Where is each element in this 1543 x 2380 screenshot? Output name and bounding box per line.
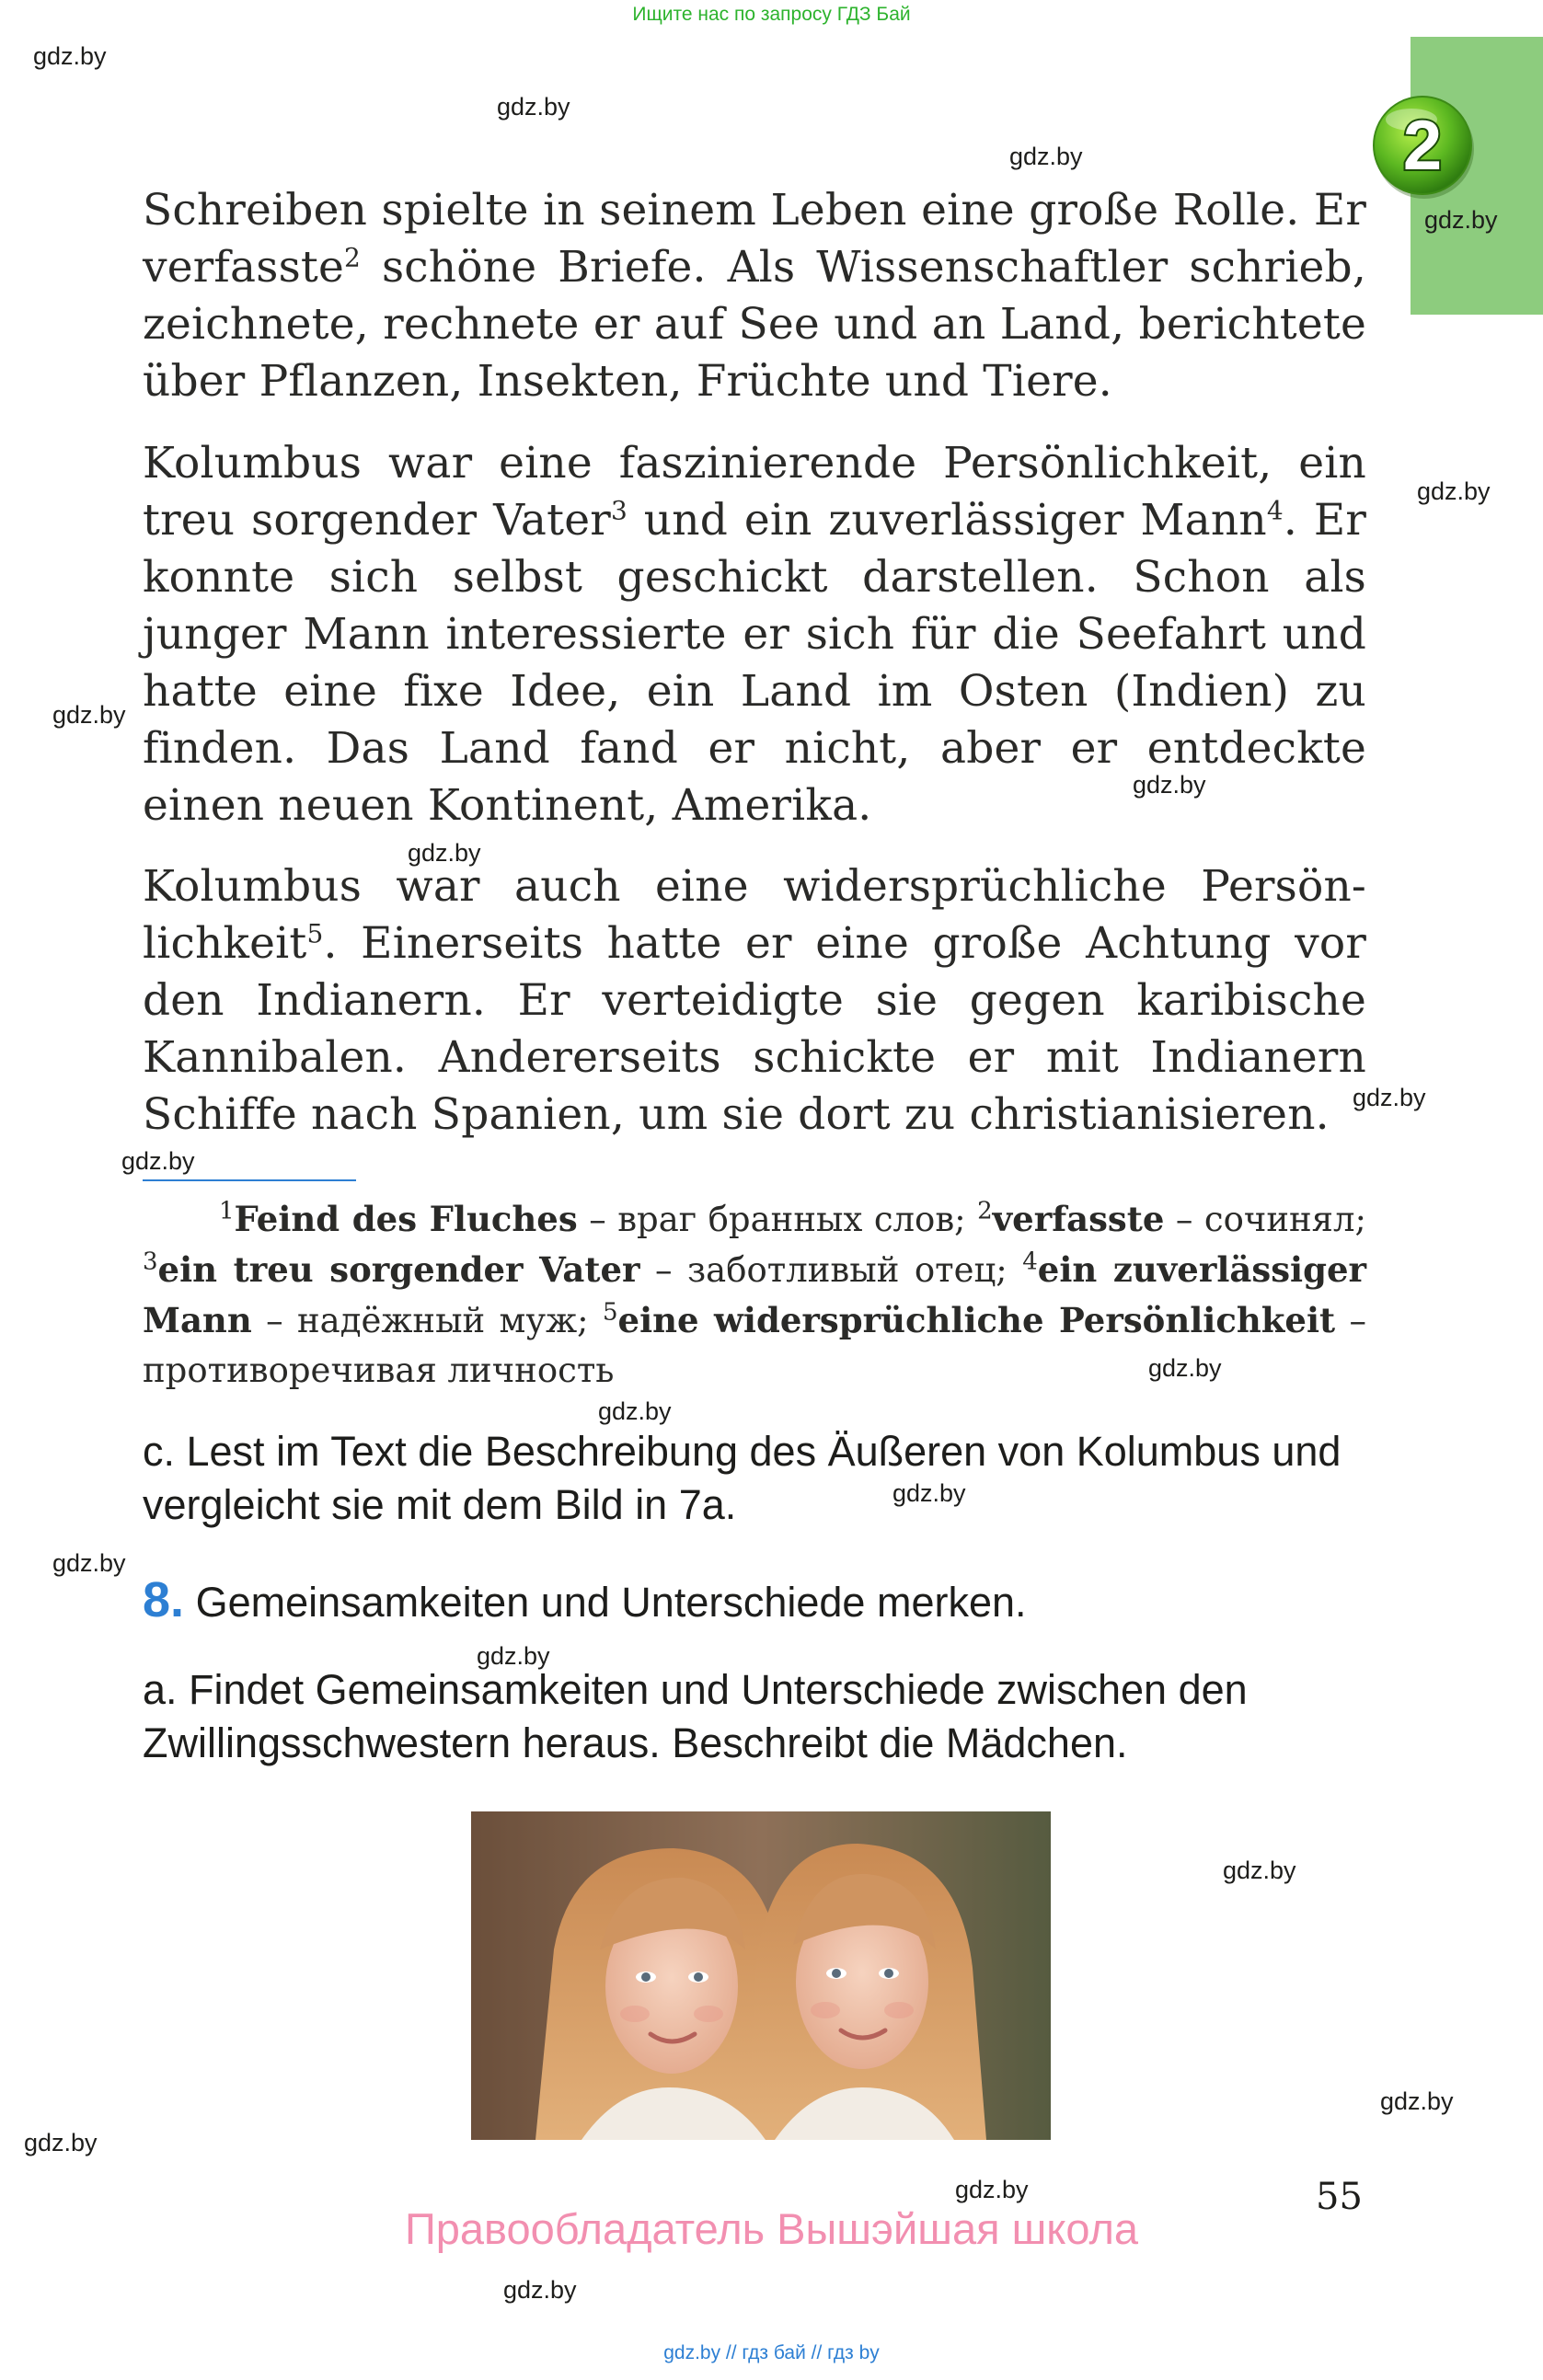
exercise-number: 8. bbox=[143, 1572, 185, 1627]
footnote-1: $^1$Feind des Fluches – враг бранных слов; bbox=[219, 1197, 978, 1239]
watermark: gdz.by bbox=[477, 1642, 550, 1670]
watermark: gdz.by bbox=[408, 839, 481, 867]
watermark: gdz.by bbox=[24, 2129, 98, 2156]
footnote-ref-2: 2 bbox=[344, 242, 362, 273]
paragraph-1: Schreiben spielte in seinem Leben eine große Rolle. Er verfasste$^2$ schöne Briefe. Als Wissenschaftler schrieb, zeichnete, rechnete er auf See und an Land, berichtete über Pflanzen, Insekten, Früchte und Tiere. bbox=[143, 185, 1366, 407]
copyright-notice: Правообладатель Вышэйшая школа bbox=[404, 2204, 1139, 2253]
exercise-8-heading bbox=[143, 1573, 1394, 1629]
watermark: gdz.by bbox=[1417, 477, 1491, 505]
watermark: gdz.by bbox=[892, 1479, 966, 1507]
paragraph-3: Kolumbus war auch eine widersprüchliche Persön-lichkeit$^5$. Einerseits hatte er eine große Achtung vor den Indianern. Er verteidigte sie gegen karibische Kannibalen. Andererseits schickte er mit Indianern Schiffe nach Spanien, um sie dort zu christianisieren. bbox=[143, 861, 1366, 1140]
watermark: gdz.by bbox=[121, 1147, 195, 1175]
top-banner[interactable]: Ищите нас по запросу ГДЗ Бай bbox=[632, 4, 911, 25]
chapter-number: 2 bbox=[1402, 107, 1443, 185]
task-c: c. Lest im Text die Beschreibung des Äußeren von Kolumbus und vergleicht sie mit dem Bild in 7a. bbox=[143, 1428, 1341, 1528]
watermark: gdz.by bbox=[1009, 143, 1083, 170]
watermark: gdz.by bbox=[52, 701, 126, 729]
footnote-divider bbox=[143, 1179, 356, 1181]
watermark: gdz.by bbox=[497, 93, 570, 121]
task-a: a. Findet Gemeinsamkeiten und Unterschiede zwischen den Zwillingsschwestern heraus. Beschreibt die Mädchen. bbox=[143, 1666, 1248, 1766]
footnote-ref-4: 4 bbox=[1266, 495, 1284, 526]
watermark: gdz.by bbox=[1133, 771, 1206, 799]
footnotes bbox=[143, 1194, 1366, 1396]
footnote-2: $^2$verfasste – сочинял; bbox=[977, 1197, 1366, 1239]
watermark: gdz.by bbox=[955, 2176, 1029, 2203]
watermark: gdz.by bbox=[1424, 206, 1498, 234]
watermark: gdz.by bbox=[503, 2276, 577, 2304]
watermark: gdz.by bbox=[33, 42, 107, 70]
exercise-title: Gemeinsamkeiten und Unterschiede merken. bbox=[195, 1579, 1027, 1626]
watermark: gdz.by bbox=[1353, 1084, 1426, 1111]
watermark: gdz.by bbox=[1223, 1857, 1296, 1884]
watermark: gdz.by bbox=[52, 1549, 126, 1577]
watermark: gdz.by bbox=[1148, 1354, 1222, 1382]
footnote-ref-5: 5 bbox=[306, 918, 324, 949]
twins-photo bbox=[471, 1811, 1051, 2140]
watermark: gdz.by bbox=[598, 1397, 672, 1425]
footnote-5: $^5$eine widersprüchliche Persönlichkeit – противоречивая личность bbox=[143, 1298, 1366, 1390]
bottom-banner[interactable]: gdz.by // гдз бай // гдз by bbox=[663, 2342, 880, 2363]
chapter-badge bbox=[1369, 92, 1480, 202]
paragraph-2: Kolumbus war eine faszinierende Persönlichkeit, ein treu sorgender Vater$^3$ und ein zuverlässiger Mann$^4$. Er konnte sich selbst geschickt darstellen. Schon als junger Mann interessierte er sich für die Seefahrt und hatte eine fixe Idee, ein Land im Osten (Indien) zu finden. Das Land fand er nicht, aber er entdeckte einen neuen Kontinent, Amerika. bbox=[143, 438, 1366, 831]
footnote-3: $^3$ein treu sorgender Vater – заботливый отец; bbox=[143, 1247, 1023, 1290]
watermark: gdz.by bbox=[1380, 2087, 1454, 2115]
footnote-ref-3: 3 bbox=[610, 495, 628, 526]
footnote-4: $^4$ein zuverlässiger Mann – надёжный муж; bbox=[143, 1247, 1366, 1340]
page-number: 55 bbox=[1316, 2176, 1363, 2218]
